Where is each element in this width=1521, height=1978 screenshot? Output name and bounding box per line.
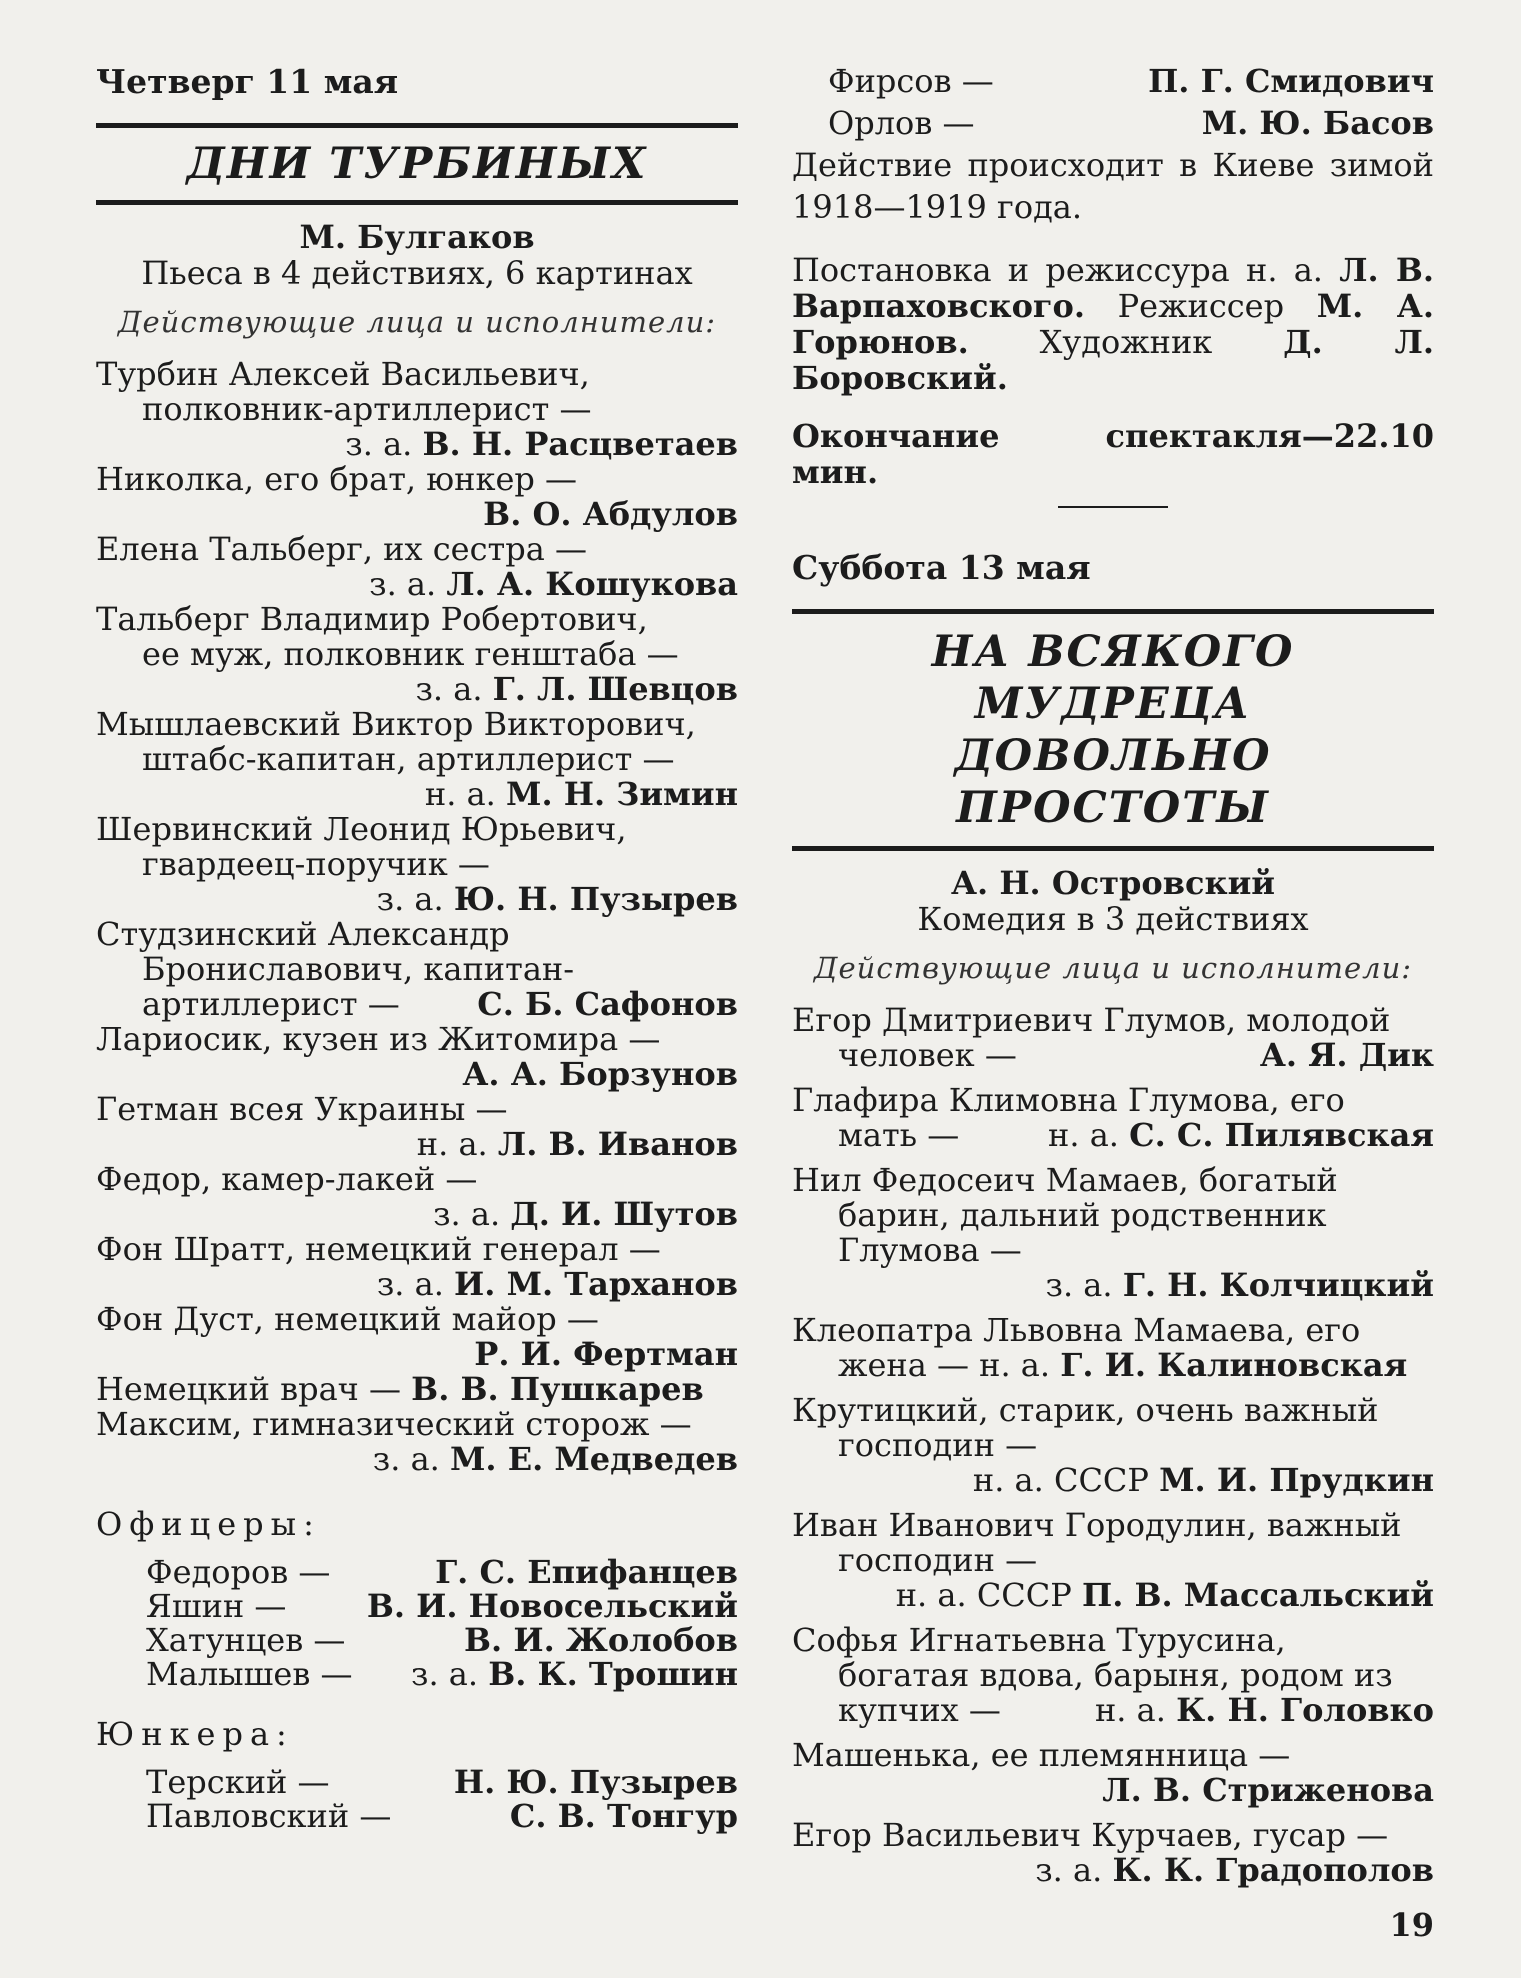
cast-entry: Глафира Климовна Глумова, его мать — н. а. С. С. Пилявская <box>792 1081 1434 1154</box>
cast-entry <box>96 1162 738 1232</box>
role-name: Фирсов — <box>828 62 994 100</box>
actor-name: И. М. Тарханов <box>454 1265 738 1303</box>
actor-name: Ю. Н. Пузырев <box>453 880 738 918</box>
actor-line <box>96 1267 738 1302</box>
play-genre-2: Комедия в 3 действиях <box>917 900 1309 938</box>
cast-entry: Клеопатра Львовна Мамаева, его жена — н. а. Г. И. Калиновская <box>792 1311 1408 1384</box>
cast-entry <box>96 1022 738 1092</box>
role-line: Лариосик, кузен из Житомира — <box>96 1020 661 1058</box>
actor-name: М. Е. Медведев <box>450 1440 738 1478</box>
cadet-row <box>96 1765 738 1799</box>
cast-entry: Софья Игнатьевна Турусина, богатая вдова, барыня, родом из купчих — н. а. К. Н. Головко <box>792 1621 1434 1729</box>
actor-name: Л. В. Иванов <box>497 1125 738 1163</box>
cast-entry: Нил Федосеич Мамаев, богатый барин, дальний родственник Глумова — з. а. Г. Н. Колчицкий <box>792 1161 1434 1304</box>
cast-entry <box>96 1302 738 1372</box>
actor-line <box>96 882 738 917</box>
honorific: з. а. <box>376 1265 444 1303</box>
role-line: Фон Шратт, немецкий генерал — <box>96 1230 661 1268</box>
officer-row <box>96 1589 738 1623</box>
actor-name: В. Н. Расцветаев <box>422 425 738 463</box>
cast-heading-2: Действующие лица и исполнители: <box>813 951 1413 985</box>
setting-note: Действие происходит в Киеве зимой 1918—1919 года. <box>792 146 1434 226</box>
actor-name: М. Н. Зимин <box>506 775 738 813</box>
continued-cast <box>792 60 1434 144</box>
actor-name: Г. С. Епифанцев <box>435 1553 738 1591</box>
honorific: з. а. <box>410 1655 479 1693</box>
actor-line <box>96 672 738 707</box>
play-title: ДНИ ТУРБИНЫХ <box>186 139 648 189</box>
actor-name: Н. Ю. Пузырев <box>453 1763 738 1801</box>
role-name: Орлов — <box>828 104 975 142</box>
cast-entry: Иван Иванович Городулин, важный господин — н. а. СССР П. В. Массальский <box>792 1506 1434 1614</box>
actor-name: Д. И. Шутов <box>510 1195 738 1233</box>
actor-line <box>96 1127 738 1162</box>
officers-list <box>96 1555 738 1691</box>
role-line: Тальберг Владимир Робертович, <box>96 600 648 638</box>
actor-name: В. В. Пушкарев <box>411 1370 704 1408</box>
actor-name: М. Ю. Басов <box>1201 104 1434 142</box>
role-name: Малышев — <box>146 1655 353 1693</box>
officer-row <box>96 1657 738 1691</box>
actor-name: Г. Н. Колчицкий <box>1122 1266 1434 1304</box>
role-name: Яшин — <box>146 1587 287 1625</box>
cast-entry: Крутицкий, старик, очень важный господин — н. а. СССР М. И. Прудкин <box>792 1391 1434 1499</box>
actor-name: Л. В. Стриженова <box>1102 1771 1434 1809</box>
role-line: Федор, камер-лакей — <box>96 1160 478 1198</box>
honorific: н. а. <box>424 775 496 813</box>
actor-line <box>96 567 738 602</box>
role-name: Хатунцев — <box>146 1621 346 1659</box>
role-line: Мышлаевский Виктор Викторович, <box>96 705 696 743</box>
role-line: Николка, его брат, юнкер — <box>96 460 578 498</box>
cast-entry: Машенька, ее племянница — Л. В. Стриженова <box>792 1736 1434 1809</box>
play-title-2-line2: ДОВОЛЬНО ПРОСТОТЫ <box>954 731 1272 833</box>
cadets-list <box>96 1765 738 1833</box>
play-genre: Пьеса в 4 действиях, 6 картинах <box>141 254 693 292</box>
left-column <box>96 0 738 1833</box>
actor-name: К. Н. Головко <box>1176 1691 1434 1729</box>
role-line: Елена Тальберг, их сестра — <box>96 530 587 568</box>
officers-heading: Офицеры: <box>96 1505 321 1543</box>
actor-cell <box>464 1623 738 1657</box>
actor-name: П. Г. Смидович <box>1148 62 1434 100</box>
cast-entry <box>96 462 738 532</box>
role-line: штабс-капитан, артиллерист — <box>142 740 675 778</box>
cast-entry <box>96 532 738 602</box>
honorific: з. а. <box>376 880 444 918</box>
actor-name: Л. А. Кошукова <box>446 565 738 603</box>
actor-line <box>96 497 738 532</box>
actor-name: С. С. Пилявская <box>1129 1116 1434 1154</box>
cast-entry <box>96 707 738 812</box>
actor-cell <box>411 1657 738 1691</box>
cast-row <box>792 60 1434 102</box>
cast-entry <box>96 602 738 707</box>
play-author-2: А. Н. Островский <box>950 864 1276 902</box>
actor-name: В. К. Трошин <box>488 1655 738 1693</box>
actor-name: А. Я. Дик <box>1259 1036 1434 1074</box>
officer-row <box>96 1555 738 1589</box>
actor-name: В. О. Абдулов <box>483 495 738 533</box>
officer-row <box>96 1623 738 1657</box>
actor-line <box>96 1057 738 1092</box>
right-column <box>792 0 1434 1888</box>
role-line: Гетман всея Украины — <box>96 1090 508 1128</box>
actor-name: С. Б. Сафонов <box>477 985 738 1023</box>
cast-entry: Максим, гимназический сторож — з. а. М. Е. Медведев <box>96 1405 738 1478</box>
role-line: ее муж, полковник генштаба — <box>142 635 679 673</box>
actor-line <box>96 777 738 812</box>
role-line: Шервинский Леонид Юрьевич, <box>96 810 627 848</box>
actor-name: М. И. Прудкин <box>1159 1461 1434 1499</box>
cast-entry: Немецкий врач — В. В. Пушкарев <box>96 1370 704 1408</box>
page-number: 19 <box>1389 1906 1434 1944</box>
play-title-2-line1: НА ВСЯКОГО МУДРЕЦА <box>931 627 1295 729</box>
cast-heading: Действующие лица и исполнители: <box>117 305 717 339</box>
performance-date-2: Суббота 13 мая <box>792 548 1091 587</box>
actor-line <box>96 1337 738 1372</box>
cast-list-2 <box>96 1022 738 1372</box>
ending-time: Окончание спектакля—22.10 мин. <box>792 417 1434 491</box>
role-name: Федоров — <box>146 1553 331 1591</box>
actor-line <box>96 427 738 462</box>
cast-entry: Студзинский Александр Брониславович, капитан- артиллерист — С. Б. Сафонов <box>96 915 738 1023</box>
actor-name: Р. И. Фертман <box>474 1335 738 1373</box>
role-name: Терский — <box>146 1763 330 1801</box>
play-author: М. Булгаков <box>299 218 535 256</box>
cast-entry <box>96 812 738 917</box>
actor-name: С. В. Тонгур <box>509 1797 738 1835</box>
cast-row <box>792 102 1434 144</box>
actor-cell <box>367 1589 738 1623</box>
cadet-row <box>96 1799 738 1833</box>
cast-entry: Егор Васильевич Курчаев, гусар — з. а. К. К. Градополов <box>792 1816 1434 1889</box>
role-line: полковник-артиллерист — <box>142 390 592 428</box>
actor-line <box>96 1197 738 1232</box>
cadets-heading: Юнкера: <box>96 1715 294 1753</box>
honorific: з. а. <box>433 1195 501 1233</box>
actor-name: П. В. Массальский <box>1081 1576 1434 1614</box>
performance-date: Четверг 11 мая <box>96 62 399 101</box>
actor-name: В. И. Жолобов <box>464 1621 738 1659</box>
actor-name: Г. Л. Шевцов <box>492 670 738 708</box>
actor-name: Г. И. Калиновская <box>1060 1346 1408 1384</box>
cast-entry <box>96 1092 738 1162</box>
honorific: з. а. <box>369 565 437 603</box>
production-credits: Постановка и режиссура н. а. Л. В. Варпаховского. Режиссер М. А. Горюнов. Художник Д. Л. Боровский. <box>792 251 1435 397</box>
actor-name: А. А. Борзунов <box>462 1055 738 1093</box>
role-line: гвардеец-поручик — <box>142 845 490 883</box>
cast-entry <box>96 357 738 462</box>
role-name: Павловский — <box>146 1797 392 1835</box>
actor-name: К. К. Градополов <box>1112 1851 1434 1889</box>
honorific: з. а. <box>345 425 413 463</box>
role-line: Турбин Алексей Васильевич, <box>96 355 590 393</box>
honorific: н. а. <box>416 1125 488 1163</box>
cast-list <box>96 357 738 917</box>
cast-entry: Егор Дмитриевич Глумов, молодой человек — А. Я. Дик <box>792 1001 1434 1074</box>
actor-cell <box>435 1555 738 1589</box>
honorific: з. а. <box>415 670 483 708</box>
role-line: Фон Дуст, немецкий майор — <box>96 1300 599 1338</box>
cast-entry <box>96 1232 738 1302</box>
actor-name: В. И. Новосельский <box>366 1587 738 1625</box>
